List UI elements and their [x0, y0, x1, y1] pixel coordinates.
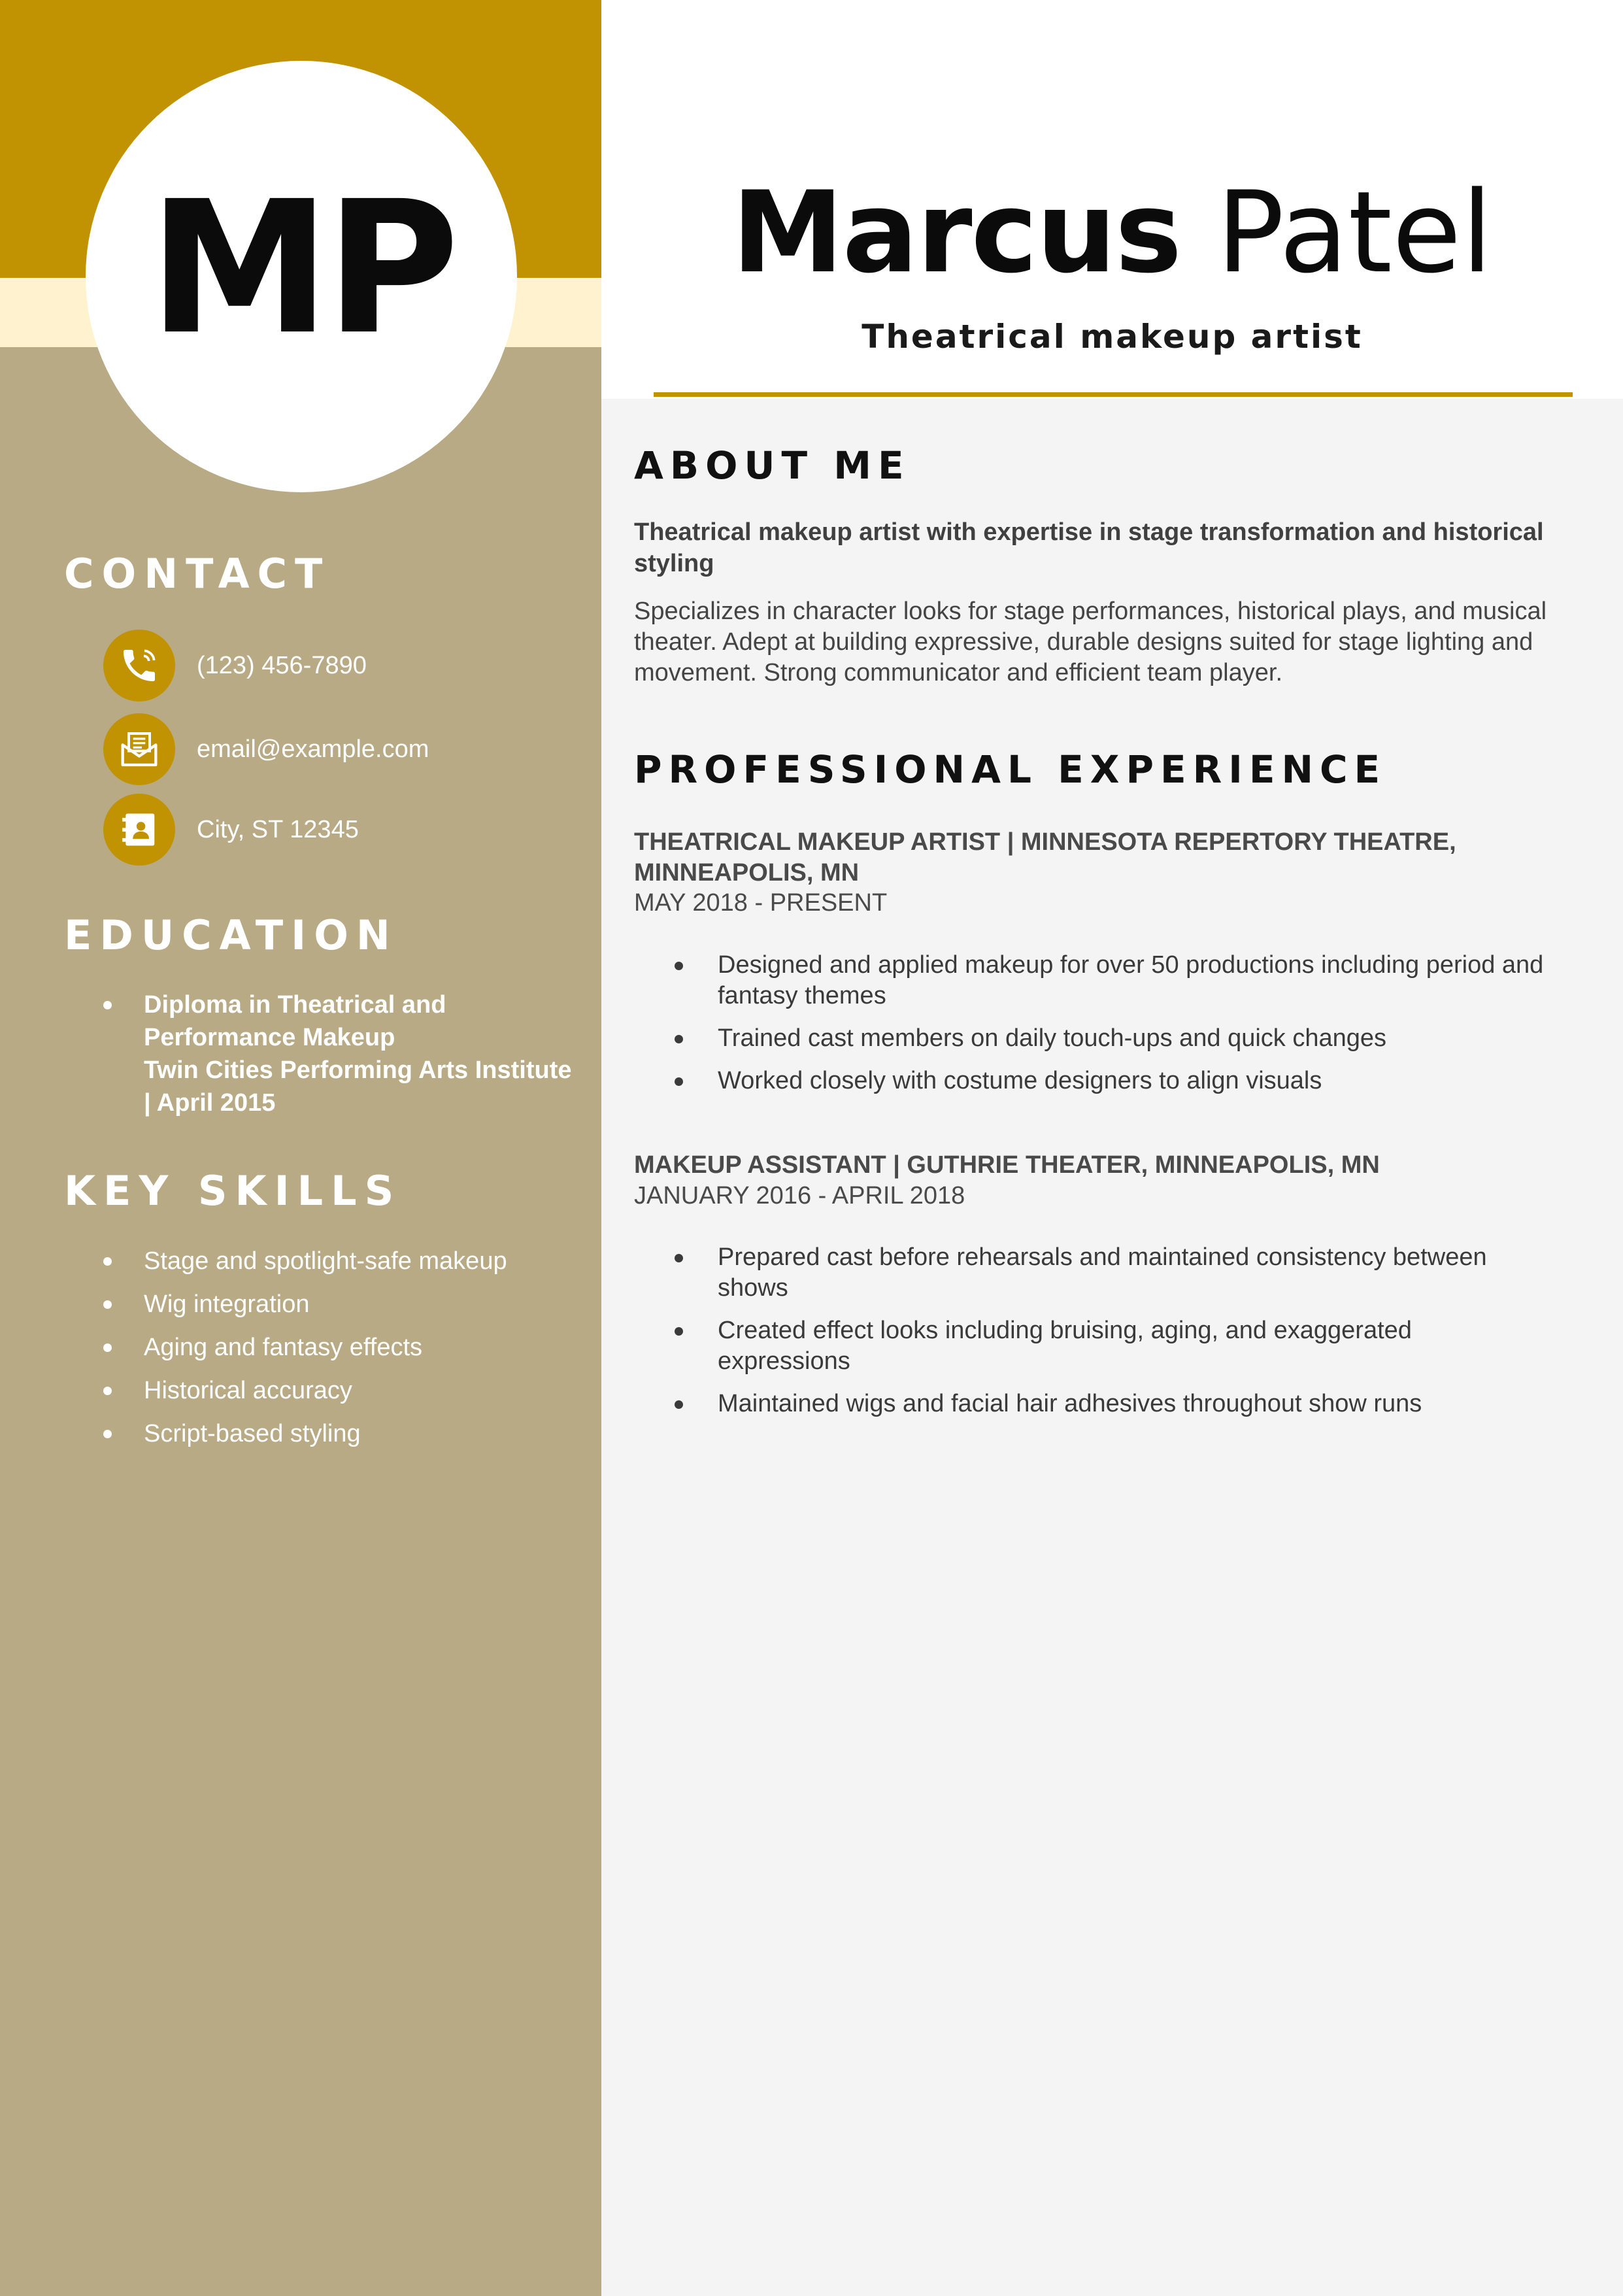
job-title: THEATRICAL MAKEUP ARTIST | MINNESOTA REPERTORY THEATRE, MINNEAPOLIS, MN [634, 828, 1456, 886]
avatar-initials: MP [148, 162, 454, 375]
job-dates: JANUARY 2016 - APRIL 2018 [634, 1182, 965, 1209]
bullet-icon [103, 1343, 112, 1352]
skill-item [103, 1245, 574, 1277]
about-lead: Theatrical makeup artist with expertise in stage transformation and historical styling [634, 518, 1544, 577]
contact-email-text: email@example.com [197, 735, 429, 763]
skill-text: Stage and spotlight-safe makeup [144, 1247, 507, 1275]
job-bullet [675, 1066, 1544, 1096]
job-bullet-text: Worked closely with costume designers to align visuals [718, 1067, 1322, 1094]
skills-list [103, 1245, 574, 1460]
skill-text: Script-based styling [144, 1420, 361, 1447]
last-name: Patel [1216, 167, 1493, 298]
bullet-icon [103, 1387, 112, 1395]
skill-text: Historical accuracy [144, 1377, 352, 1404]
job-dates: MAY 2018 - PRESENT [634, 889, 888, 917]
experience-heading: PROFESSIONAL EXPERIENCE [634, 747, 1387, 792]
header-divider [654, 392, 1573, 397]
first-name: Marcus [731, 167, 1181, 298]
bullet-icon [103, 1300, 112, 1309]
bullet-icon [675, 962, 683, 970]
contact-email [103, 713, 429, 785]
skill-item [103, 1374, 574, 1407]
about-heading: ABOUT ME [634, 443, 911, 488]
job-title: MAKEUP ASSISTANT | GUTHRIE THEATER, MINNEAPOLIS, MN [634, 1151, 1380, 1179]
education-degree: Diploma in Theatrical and Performance Makeup [144, 991, 446, 1051]
job-bullets [675, 950, 1544, 1108]
job-bullet [675, 1315, 1544, 1377]
job-bullet-text: Maintained wigs and facial hair adhesives throughout show runs [718, 1390, 1422, 1417]
bullet-icon [675, 1400, 683, 1409]
avatar [86, 61, 517, 492]
skill-text: Wig integration [144, 1291, 310, 1318]
job-bullet [675, 1389, 1544, 1419]
job-bullet-text: Prepared cast before rehearsals and maintained consistency between shows [718, 1243, 1487, 1302]
contact-phone-text: (123) 456-7890 [197, 651, 367, 679]
bullet-icon [103, 1001, 112, 1009]
job-bullet-text: Trained cast members on daily touch-ups and quick changes [718, 1024, 1387, 1052]
sidebar [0, 0, 601, 2296]
about-body: Specializes in character looks for stage performances, historical plays, and musical theater. Adept at building expressive, durable designs suited for stage lighting and movement. Strong communicator and efficient team player. [634, 598, 1547, 686]
bullet-icon [675, 1077, 683, 1086]
job-bullet-text: Created effect looks including bruising, aging, and exaggerated expressions [718, 1317, 1412, 1375]
bullet-icon [675, 1327, 683, 1336]
bullet-icon [103, 1257, 112, 1266]
education-school: Twin Cities Performing Arts Institute | April 2015 [144, 1056, 572, 1117]
skills-heading: KEY SKILLS [64, 1167, 402, 1215]
bullet-icon [675, 1035, 683, 1043]
bullet-icon [103, 1430, 112, 1438]
contact-address-text: City, ST 12345 [197, 815, 359, 843]
job-bullets [675, 1242, 1544, 1431]
phone-icon [103, 630, 175, 701]
skill-text: Aging and fantasy effects [144, 1334, 423, 1361]
contact-address [103, 794, 359, 866]
job-title-subtitle: Theatrical makeup artist [862, 318, 1363, 356]
bullet-icon [675, 1254, 683, 1262]
contact-phone [103, 630, 367, 701]
skill-item [103, 1417, 574, 1450]
education-list [103, 988, 574, 1119]
job-bullet [675, 1023, 1544, 1054]
email-icon [103, 713, 175, 785]
job-bullet [675, 950, 1544, 1011]
skill-item [103, 1331, 574, 1364]
education-item [103, 988, 574, 1119]
address-icon [103, 794, 175, 866]
skill-item [103, 1288, 574, 1321]
education-heading: EDUCATION [64, 911, 398, 959]
job-bullet-text: Designed and applied makeup for over 50 productions including period and fantasy themes [718, 951, 1544, 1009]
contact-heading: CONTACT [64, 550, 331, 598]
person-name [601, 167, 1623, 298]
job-bullet [675, 1242, 1544, 1304]
